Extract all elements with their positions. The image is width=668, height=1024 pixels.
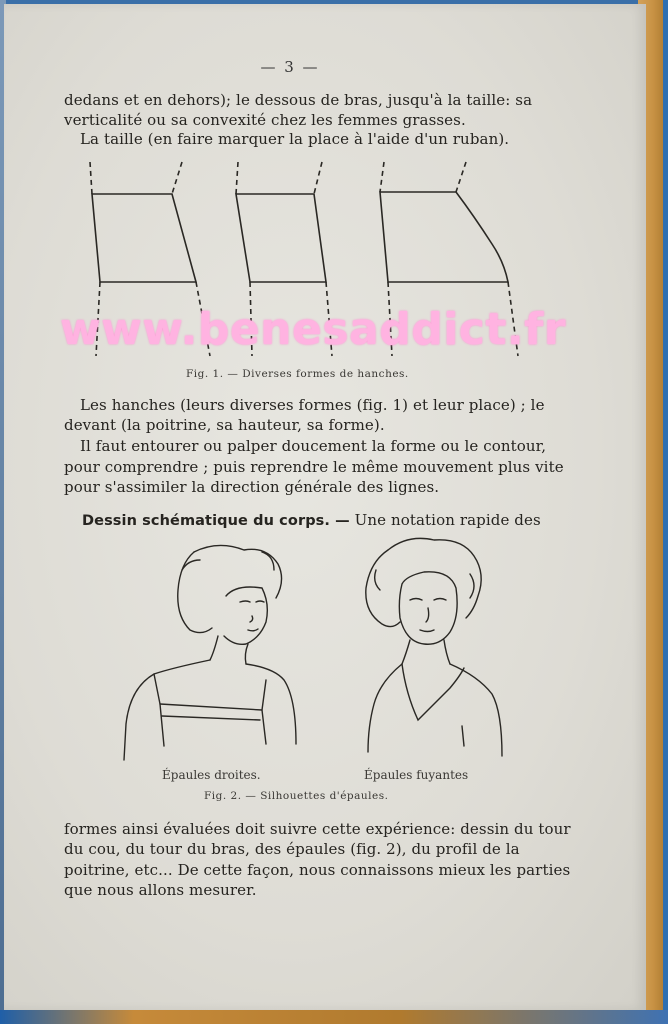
text-line: dedans et en dehors); le dessous de bras, jusqu'à la taille: sa (64, 91, 533, 109)
silhouette-sloping-shoulders (366, 538, 502, 756)
text-line: pour s'assimiler la direction générale des lignes. (64, 478, 440, 496)
section-continuation: Une notation rapide des (354, 511, 541, 529)
cover-blue-strip (663, 0, 668, 1024)
bottom-background (0, 1010, 668, 1024)
text-line: Les hanches (leurs diverses formes (fig. 1) et leur place) ; le (80, 396, 545, 414)
text-line: pour comprendre ; puis reprendre le même mouvement plus vite (64, 458, 564, 476)
text-line: devant (la poitrine, sa hauteur, sa forme). (64, 416, 385, 434)
text-line: que nous allons mesurer. (64, 881, 257, 899)
silhouette-straight-shoulders (124, 545, 296, 760)
text-line: La taille (en faire marquer la place à l'aide d'un ruban). (80, 130, 510, 148)
book-page (4, 4, 646, 1010)
section-heading: Dessin schématique du corps. — (82, 513, 350, 529)
figure-2-caption: Fig. 2. — Silhouettes d'épaules. (204, 790, 389, 802)
left-figure-label: Épaules droites. (162, 768, 261, 782)
figure-shoulder-silhouettes (4, 4, 646, 1010)
watermark-text: www.benesaddict.fr (60, 304, 566, 355)
text-line: du cou, du tour du bras, des épaules (fig. 2), du profil de la (64, 840, 520, 858)
figure-1-caption: Fig. 1. — Diverses formes de hanches. (186, 368, 409, 380)
page-number: — 3 — (260, 58, 320, 76)
text-line: verticalité ou sa convexité chez les femmes grasses. (64, 111, 466, 129)
text-line: formes ainsi évaluées doit suivre cette expérience: dessin du tour (64, 820, 571, 838)
text-line: poitrine, etc... De cette façon, nous connaissons mieux les parties (64, 861, 571, 879)
right-figure-label: Épaules fuyantes (364, 768, 469, 782)
text-line: Il faut entourer ou palper doucement la forme ou le contour, (80, 437, 547, 455)
